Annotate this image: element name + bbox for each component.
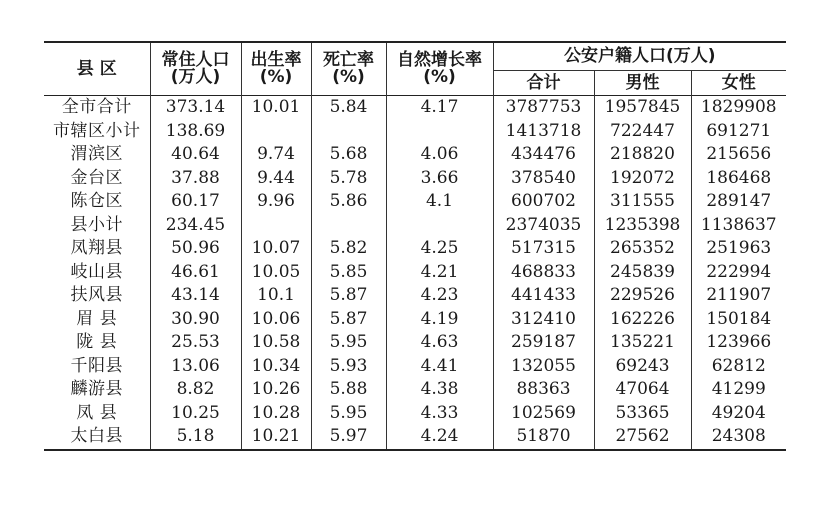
cell-registered-total: 102569 — [493, 402, 594, 426]
cell-registered-female: 1138637 — [691, 214, 786, 238]
cell-death-rate: 5.87 — [311, 308, 386, 332]
cell-registered-total: 1413718 — [493, 120, 594, 144]
cell-registered-female: 1829908 — [691, 96, 786, 120]
cell-registered-total: 51870 — [493, 425, 594, 450]
cell-resident-population: 10.25 — [150, 402, 241, 426]
header-registered-male: 男性 — [594, 71, 691, 96]
header-resident-population-title: 常住人口 — [161, 50, 230, 70]
cell-registered-female: 222994 — [691, 261, 786, 285]
cell-county: 凤翔县 — [70, 238, 123, 259]
cell-natural-growth-rate: 4.41 — [386, 355, 493, 379]
header-county: 县 区 — [76, 58, 117, 79]
cell-death-rate: 5.88 — [311, 378, 386, 402]
cell-county: 渭滨区 — [70, 144, 123, 165]
cell-registered-female: 186468 — [691, 167, 786, 191]
table-row — [44, 120, 786, 144]
table-row — [44, 96, 786, 120]
table-row — [44, 425, 786, 450]
table-row — [44, 143, 786, 167]
cell-registered-male: 722447 — [594, 120, 691, 144]
header-registered-population: 公安户籍人口(万人) — [493, 42, 786, 71]
cell-registered-male: 192072 — [594, 167, 691, 191]
cell-birth-rate: 9.96 — [241, 190, 311, 214]
table-row — [44, 214, 786, 238]
cell-resident-population: 5.18 — [150, 425, 241, 450]
population-table — [44, 41, 786, 451]
cell-county: 凤 县 — [76, 402, 118, 423]
table-body — [44, 96, 786, 450]
cell-registered-total: 600702 — [493, 190, 594, 214]
cell-resident-population: 13.06 — [150, 355, 241, 379]
cell-birth-rate: 10.34 — [241, 355, 311, 379]
cell-death-rate: 5.97 — [311, 425, 386, 450]
cell-death-rate: 5.95 — [311, 331, 386, 355]
cell-county: 县小计 — [70, 214, 123, 235]
cell-registered-total: 468833 — [493, 261, 594, 285]
cell-county: 岐山县 — [70, 261, 123, 282]
cell-county: 陈仓区 — [70, 191, 123, 212]
table-row — [44, 402, 786, 426]
cell-registered-male: 218820 — [594, 143, 691, 167]
cell-registered-male: 311555 — [594, 190, 691, 214]
table-row — [44, 190, 786, 214]
cell-death-rate: 5.87 — [311, 284, 386, 308]
cell-death-rate: 5.82 — [311, 237, 386, 261]
cell-resident-population: 234.45 — [150, 214, 241, 238]
cell-registered-male: 27562 — [594, 425, 691, 450]
cell-county: 太白县 — [70, 426, 123, 447]
cell-county: 千阳县 — [70, 355, 123, 376]
cell-natural-growth-rate: 4.33 — [386, 402, 493, 426]
cell-birth-rate: 10.1 — [241, 284, 311, 308]
cell-registered-total: 88363 — [493, 378, 594, 402]
cell-natural-growth-rate: 4.21 — [386, 261, 493, 285]
cell-natural-growth-rate: 4.19 — [386, 308, 493, 332]
header-resident-population — [150, 42, 241, 96]
cell-death-rate: 5.78 — [311, 167, 386, 191]
table-row — [44, 167, 786, 191]
cell-registered-female: 289147 — [691, 190, 786, 214]
cell-county: 陇 县 — [76, 332, 118, 353]
cell-registered-female: 251963 — [691, 237, 786, 261]
cell-registered-total: 441433 — [493, 284, 594, 308]
cell-registered-female: 215656 — [691, 143, 786, 167]
header-birth-rate-unit: (%) — [259, 67, 293, 87]
cell-registered-female: 24308 — [691, 425, 786, 450]
cell-resident-population: 373.14 — [150, 96, 241, 120]
header-birth-rate-title: 出生率 — [250, 50, 302, 70]
table-row — [44, 355, 786, 379]
cell-resident-population: 25.53 — [150, 331, 241, 355]
cell-county: 金台区 — [70, 167, 123, 188]
header-registered-total: 合计 — [493, 71, 594, 96]
header-death-rate-title: 死亡率 — [323, 50, 374, 70]
cell-registered-male: 1957845 — [594, 96, 691, 120]
cell-birth-rate: 10.28 — [241, 402, 311, 426]
cell-registered-total: 378540 — [493, 167, 594, 191]
cell-registered-female: 41299 — [691, 378, 786, 402]
cell-registered-total: 434476 — [493, 143, 594, 167]
cell-death-rate: 5.84 — [311, 96, 386, 120]
cell-registered-female: 150184 — [691, 308, 786, 332]
cell-death-rate: 5.95 — [311, 402, 386, 426]
table-row — [44, 331, 786, 355]
cell-death-rate: 5.85 — [311, 261, 386, 285]
cell-registered-total: 312410 — [493, 308, 594, 332]
cell-birth-rate: 10.06 — [241, 308, 311, 332]
cell-resident-population: 30.90 — [150, 308, 241, 332]
table-row — [44, 378, 786, 402]
table-header — [44, 42, 786, 96]
cell-resident-population: 46.61 — [150, 261, 241, 285]
table-row — [44, 261, 786, 285]
cell-birth-rate — [241, 120, 311, 144]
cell-registered-total: 3787753 — [493, 96, 594, 120]
header-death-rate-unit: (%) — [332, 67, 365, 87]
cell-natural-growth-rate: 4.17 — [386, 96, 493, 120]
cell-registered-male: 229526 — [594, 284, 691, 308]
cell-county: 眉 县 — [76, 308, 118, 329]
cell-county: 市辖区小计 — [53, 120, 141, 141]
cell-birth-rate: 10.05 — [241, 261, 311, 285]
cell-registered-male: 47064 — [594, 378, 691, 402]
table-row — [44, 284, 786, 308]
cell-registered-male: 245839 — [594, 261, 691, 285]
cell-resident-population: 50.96 — [150, 237, 241, 261]
table-row — [44, 237, 786, 261]
cell-birth-rate: 10.07 — [241, 237, 311, 261]
cell-registered-male: 53365 — [594, 402, 691, 426]
cell-natural-growth-rate — [386, 120, 493, 144]
header-birth-rate — [241, 42, 311, 96]
cell-natural-growth-rate: 3.66 — [386, 167, 493, 191]
cell-natural-growth-rate — [386, 214, 493, 238]
header-natural-growth-rate-unit: (%) — [423, 67, 456, 87]
cell-registered-female: 691271 — [691, 120, 786, 144]
cell-birth-rate: 10.21 — [241, 425, 311, 450]
cell-registered-male: 162226 — [594, 308, 691, 332]
cell-registered-female: 123966 — [691, 331, 786, 355]
cell-resident-population: 43.14 — [150, 284, 241, 308]
cell-birth-rate: 9.74 — [241, 143, 311, 167]
cell-registered-male: 265352 — [594, 237, 691, 261]
header-natural-growth-rate — [386, 42, 493, 96]
cell-natural-growth-rate: 4.24 — [386, 425, 493, 450]
cell-birth-rate: 10.58 — [241, 331, 311, 355]
cell-registered-male: 69243 — [594, 355, 691, 379]
cell-resident-population: 60.17 — [150, 190, 241, 214]
cell-birth-rate — [241, 214, 311, 238]
cell-resident-population: 8.82 — [150, 378, 241, 402]
cell-registered-female: 62812 — [691, 355, 786, 379]
cell-natural-growth-rate: 4.06 — [386, 143, 493, 167]
cell-registered-female: 49204 — [691, 402, 786, 426]
cell-birth-rate: 10.01 — [241, 96, 311, 120]
cell-death-rate — [311, 120, 386, 144]
cell-death-rate — [311, 214, 386, 238]
header-resident-population-unit: (万人) — [170, 67, 221, 87]
cell-birth-rate: 9.44 — [241, 167, 311, 191]
cell-registered-total: 517315 — [493, 237, 594, 261]
cell-registered-female: 211907 — [691, 284, 786, 308]
cell-natural-growth-rate: 4.1 — [386, 190, 493, 214]
cell-registered-male: 135221 — [594, 331, 691, 355]
cell-county: 麟游县 — [70, 379, 123, 400]
cell-county: 全市合计 — [61, 97, 132, 118]
cell-birth-rate: 10.26 — [241, 378, 311, 402]
cell-county: 扶风县 — [70, 285, 123, 306]
cell-death-rate: 5.68 — [311, 143, 386, 167]
cell-death-rate: 5.93 — [311, 355, 386, 379]
header-registered-female: 女性 — [691, 71, 786, 96]
cell-resident-population: 138.69 — [150, 120, 241, 144]
cell-resident-population: 40.64 — [150, 143, 241, 167]
cell-natural-growth-rate: 4.38 — [386, 378, 493, 402]
header-natural-growth-rate-title: 自然增长率 — [397, 50, 482, 70]
cell-registered-total: 132055 — [493, 355, 594, 379]
cell-natural-growth-rate: 4.23 — [386, 284, 493, 308]
cell-natural-growth-rate: 4.63 — [386, 331, 493, 355]
cell-natural-growth-rate: 4.25 — [386, 237, 493, 261]
header-death-rate — [311, 42, 386, 96]
cell-registered-male: 1235398 — [594, 214, 691, 238]
cell-registered-total: 2374035 — [493, 214, 594, 238]
cell-registered-total: 259187 — [493, 331, 594, 355]
table-row — [44, 308, 786, 332]
cell-resident-population: 37.88 — [150, 167, 241, 191]
cell-death-rate: 5.86 — [311, 190, 386, 214]
